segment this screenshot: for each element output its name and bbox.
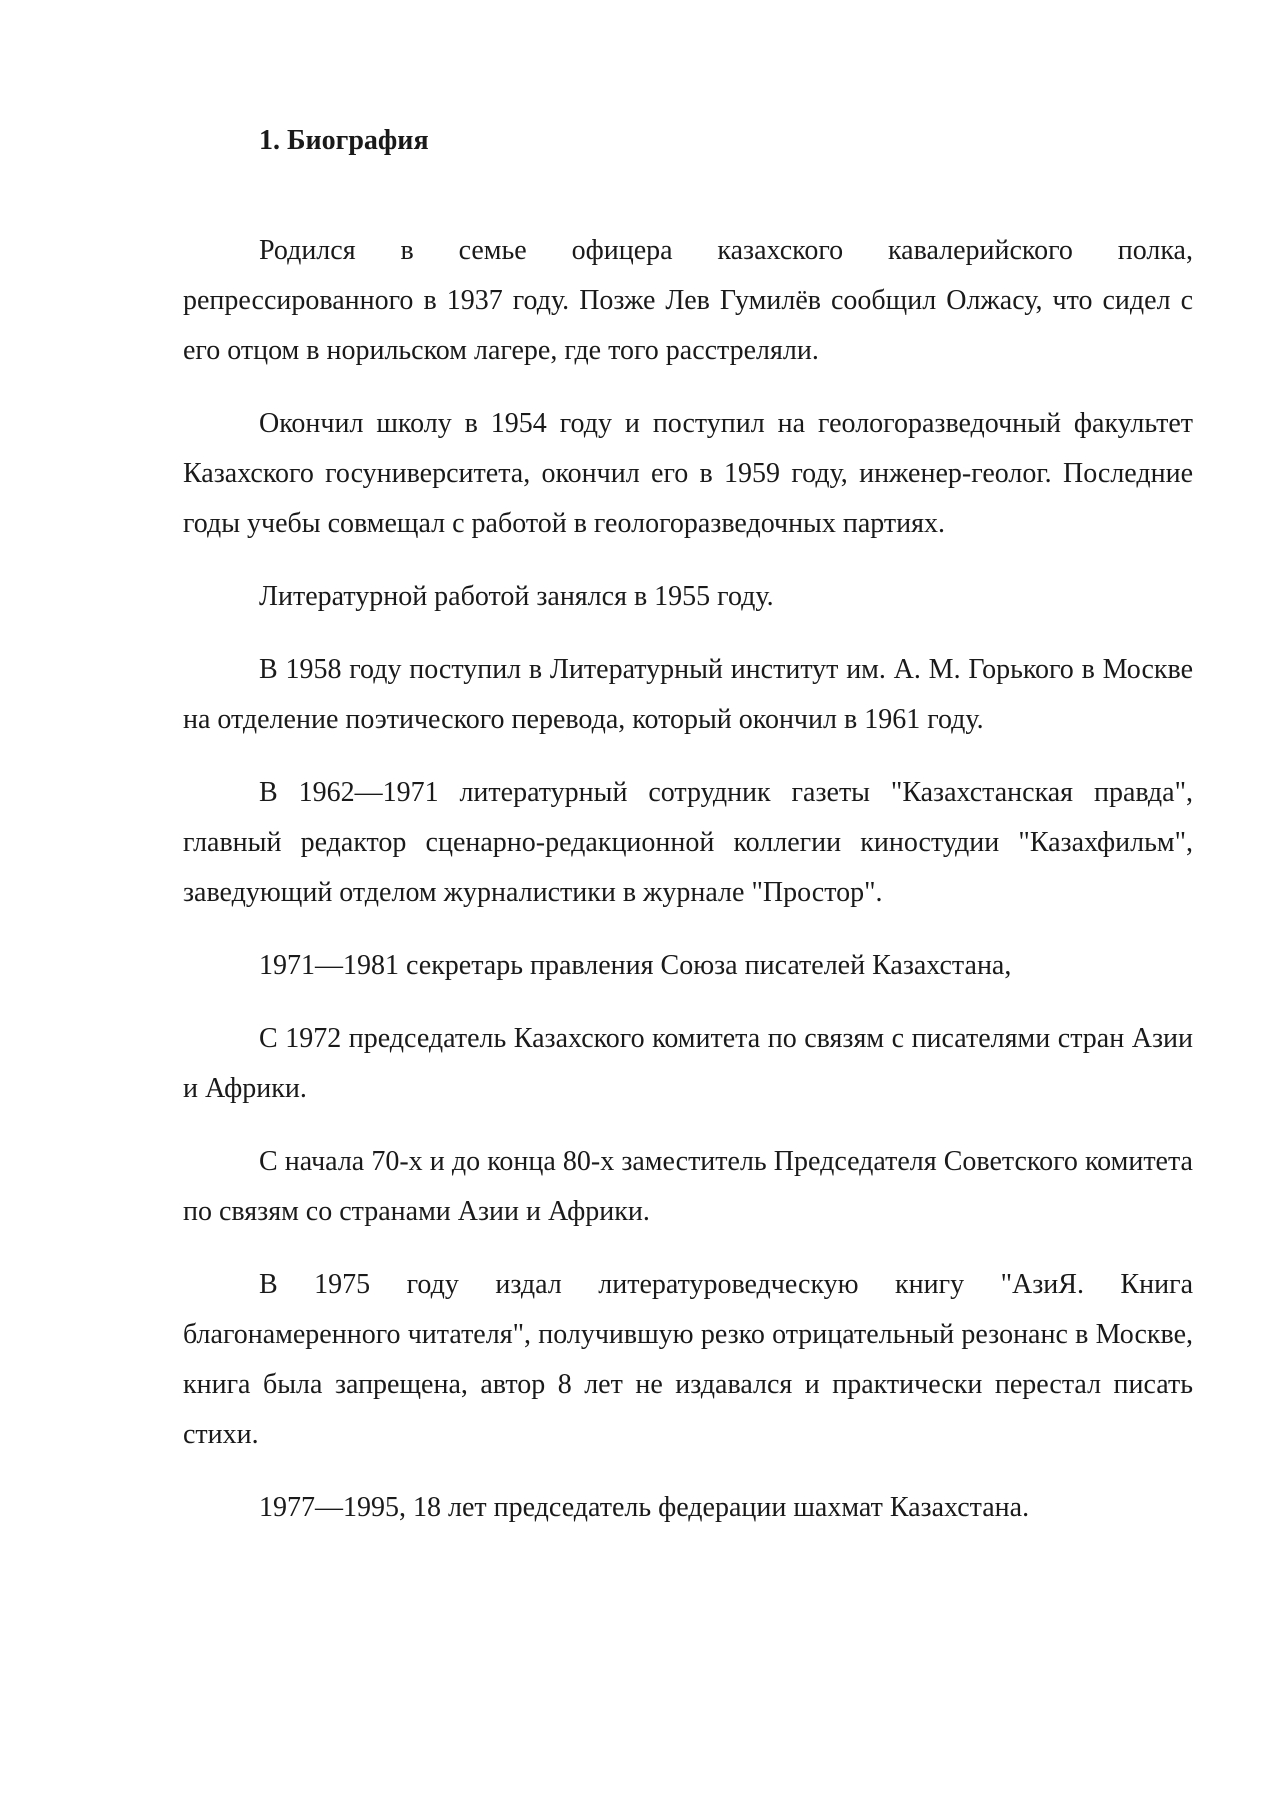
paragraph-career-1962: В 1962—1971 литературный сотрудник газеты "Казахстанская правда", главный редактор сценарно-редакционной коллегии киностудии "Казахфильм", заведующий отделом журналистики в журнале "Простор". <box>183 777 1193 908</box>
paragraph-literary-start: Литературной работой занялся в 1955 году. <box>259 581 774 612</box>
document-body <box>183 226 1193 1533</box>
paragraph-book-1975: В 1975 году издал литературоведческую книгу "АзиЯ. Книга благонамеренного читателя", получившую резко отрицательный резонанс в Москве, книга была запрещена, автор 8 лет не издавался и практически перестал писать стихи. <box>183 1269 1193 1450</box>
paragraph-literary-institute: В 1958 году поступил в Литературный институт им. А. М. Горького в Москве на отделение поэтического перевода, который окончил в 1961 году. <box>183 654 1193 735</box>
paragraph-committee-1972: С 1972 председатель Казахского комитета по связям с писателями стран Азии и Африки. <box>183 1023 1193 1104</box>
document-content <box>183 118 1193 1556</box>
section-heading: 1. Биография <box>259 125 429 156</box>
paragraph-birth: Родился в семье офицера казахского кавалерийского полка, репрессированного в 1937 году. Позже Лев Гумилёв сообщил Олжасу, что сидел с его отцом в норильском лагере, где того расстреляли. <box>183 235 1193 366</box>
paragraph-writers-union: 1971—1981 секретарь правления Союза писателей Казахстана, <box>259 950 1012 981</box>
paragraph-chess-federation: 1977—1995, 18 лет председатель федерации шахмат Казахстана. <box>259 1492 1030 1523</box>
paragraph-soviet-committee: С начала 70-х и до конца 80-х заместитель Председателя Советского комитета по связям со странами Азии и Африки. <box>183 1146 1193 1227</box>
paragraph-education: Окончил школу в 1954 году и поступил на геологоразведочный факультет Казахского госуниверситета, окончил его в 1959 году, инженер-геолог. Последние годы учебы совмещал с работой в геологоразведочных партиях. <box>183 408 1193 539</box>
